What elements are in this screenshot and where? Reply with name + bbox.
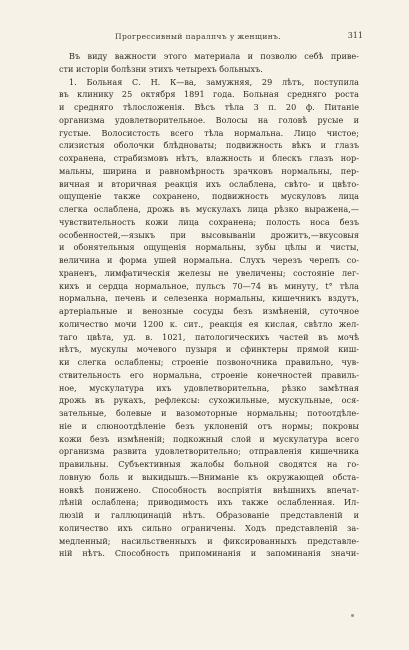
text-line: ки слегка ослаблены; строеніе позвоночника правильно, чув- xyxy=(59,357,359,367)
text-line: люзій и галлюцинацій нѣтъ. Образованіе представленій и xyxy=(59,510,359,520)
text-line: чувствительность кожи лица сохранена; полость носа безъ xyxy=(59,216,359,227)
body-text xyxy=(59,50,359,560)
text-line: вичная и вторичная реакція ихъ ослаблена, свѣто- и цвѣто- xyxy=(59,178,359,189)
text-line: организма развита удовлетворительно; отправленія кишечника xyxy=(59,446,359,457)
text-line: медленный; насильственныхъ и фиксированныхъ представле- xyxy=(59,535,359,546)
text-line: правильны. Субъективныя жалобы больной сводятся на го- xyxy=(59,459,359,469)
running-title: Прогрессивный паралпчъ у женщинъ. xyxy=(115,32,282,41)
text-line: сохранена, страбизмовъ нѣтъ, влажность и блескъ глазъ нор- xyxy=(59,153,359,163)
text-line: мальны, ширина и равномѣрность зрачковъ нормальны, пер- xyxy=(59,165,359,176)
text-line: слегка ослаблена, дрожь въ мускулахъ лица рѣзко выражена,— xyxy=(59,204,359,214)
text-line: нормальна, печень и селезенка нормальны, кишечникъ вздутъ, xyxy=(59,293,359,304)
text-line: сти исторіи болѣзни этихъ четырехъ больныхъ. xyxy=(59,63,263,74)
text-line: храненъ, лимфатическія железы не увеличены; состояніе лег- xyxy=(59,267,359,278)
text-line: нѣтъ, мускулы мочевого пузыря и сфинктеры прямой киш- xyxy=(59,344,359,355)
text-line: организма удовлетворительное. Волосы на головѣ русые и xyxy=(59,114,359,125)
text-line: слизистыя оболочки блѣдноваты; подвижность вѣкъ и глазъ xyxy=(59,140,359,151)
text-line: ловную боль и выкидышъ.—Вниманіе къ окружающей обста- xyxy=(59,471,359,482)
text-line: количество ихъ сильно ограничены. Ходъ представленій за- xyxy=(59,522,359,533)
text-line: въ клинику 25 октября 1891 года. Больная средняго роста xyxy=(59,89,359,100)
text-line: и средняго тѣлосложенія. Вѣсъ тѣла 3 п. 20 ф. Питаніе xyxy=(59,102,359,112)
page-number: 311 xyxy=(347,31,363,40)
text-line: зательные, болевые и вазомоторные нормальны; потоотдѣле- xyxy=(59,408,359,418)
text-line: таго цвѣта, уд. в. 1021, патологическихъ частей въ мочѣ xyxy=(59,331,359,342)
text-line: 1. Больная С. Н. К—ва, замужняя, 29 лѣтъ, поступила xyxy=(69,76,359,87)
text-line: ное, мускулатура ихъ удовлетворительна, рѣзко замѣтная xyxy=(59,382,359,393)
print-mark xyxy=(351,614,354,617)
text-line: новкѣ понижено. Способность воспріятія внѣшнихъ впечат- xyxy=(59,484,359,495)
text-line: и обонятельныя ощущенія нормальны, зубы цѣлы и чисты, xyxy=(59,242,359,253)
text-line: количество мочи 1200 к. сит., реакція ея кислая, свѣтло жел- xyxy=(59,318,359,329)
text-line: кожи безъ измѣненій; подкожный слой и мускулатура всего xyxy=(59,433,359,444)
text-line: густые. Волосистость всего тѣла нормальна. Лицо чистое; xyxy=(59,127,359,138)
text-line: Въ виду важности этого материала и позволю себѣ приве- xyxy=(69,51,359,61)
text-line: кихъ и сердца нормальное, пульсъ 70—74 въ минуту, t° тѣла xyxy=(59,280,359,291)
text-line: ній нѣтъ. Способность припоминанія и запоминанія значи- xyxy=(59,548,359,559)
text-line: артеріальные и венозные сосуды безъ измѣненій, суточное xyxy=(59,306,359,316)
text-line: ніе и слюноотдѣленіе безъ уклоненій отъ нормы; покровы xyxy=(59,420,359,431)
text-line: особенностей,—языкъ при высовываніи дрожитъ,—вкусовыя xyxy=(59,229,359,240)
text-line: ствительность его нормальна, строеніе конечностей правиль- xyxy=(59,369,359,380)
text-line: величина и форма ушей нормальна. Слухъ черезъ черепъ со- xyxy=(59,255,359,265)
text-line: лѣній ослаблена; приводимость ихъ также ослабленная. Ил- xyxy=(59,497,359,508)
text-line: дрожь въ рукахъ, рефлексы: сухожильные, мускульные, ося- xyxy=(59,395,359,406)
text-line: ощущеніе также сохранено, подвижность мускуловъ лица xyxy=(59,191,359,202)
